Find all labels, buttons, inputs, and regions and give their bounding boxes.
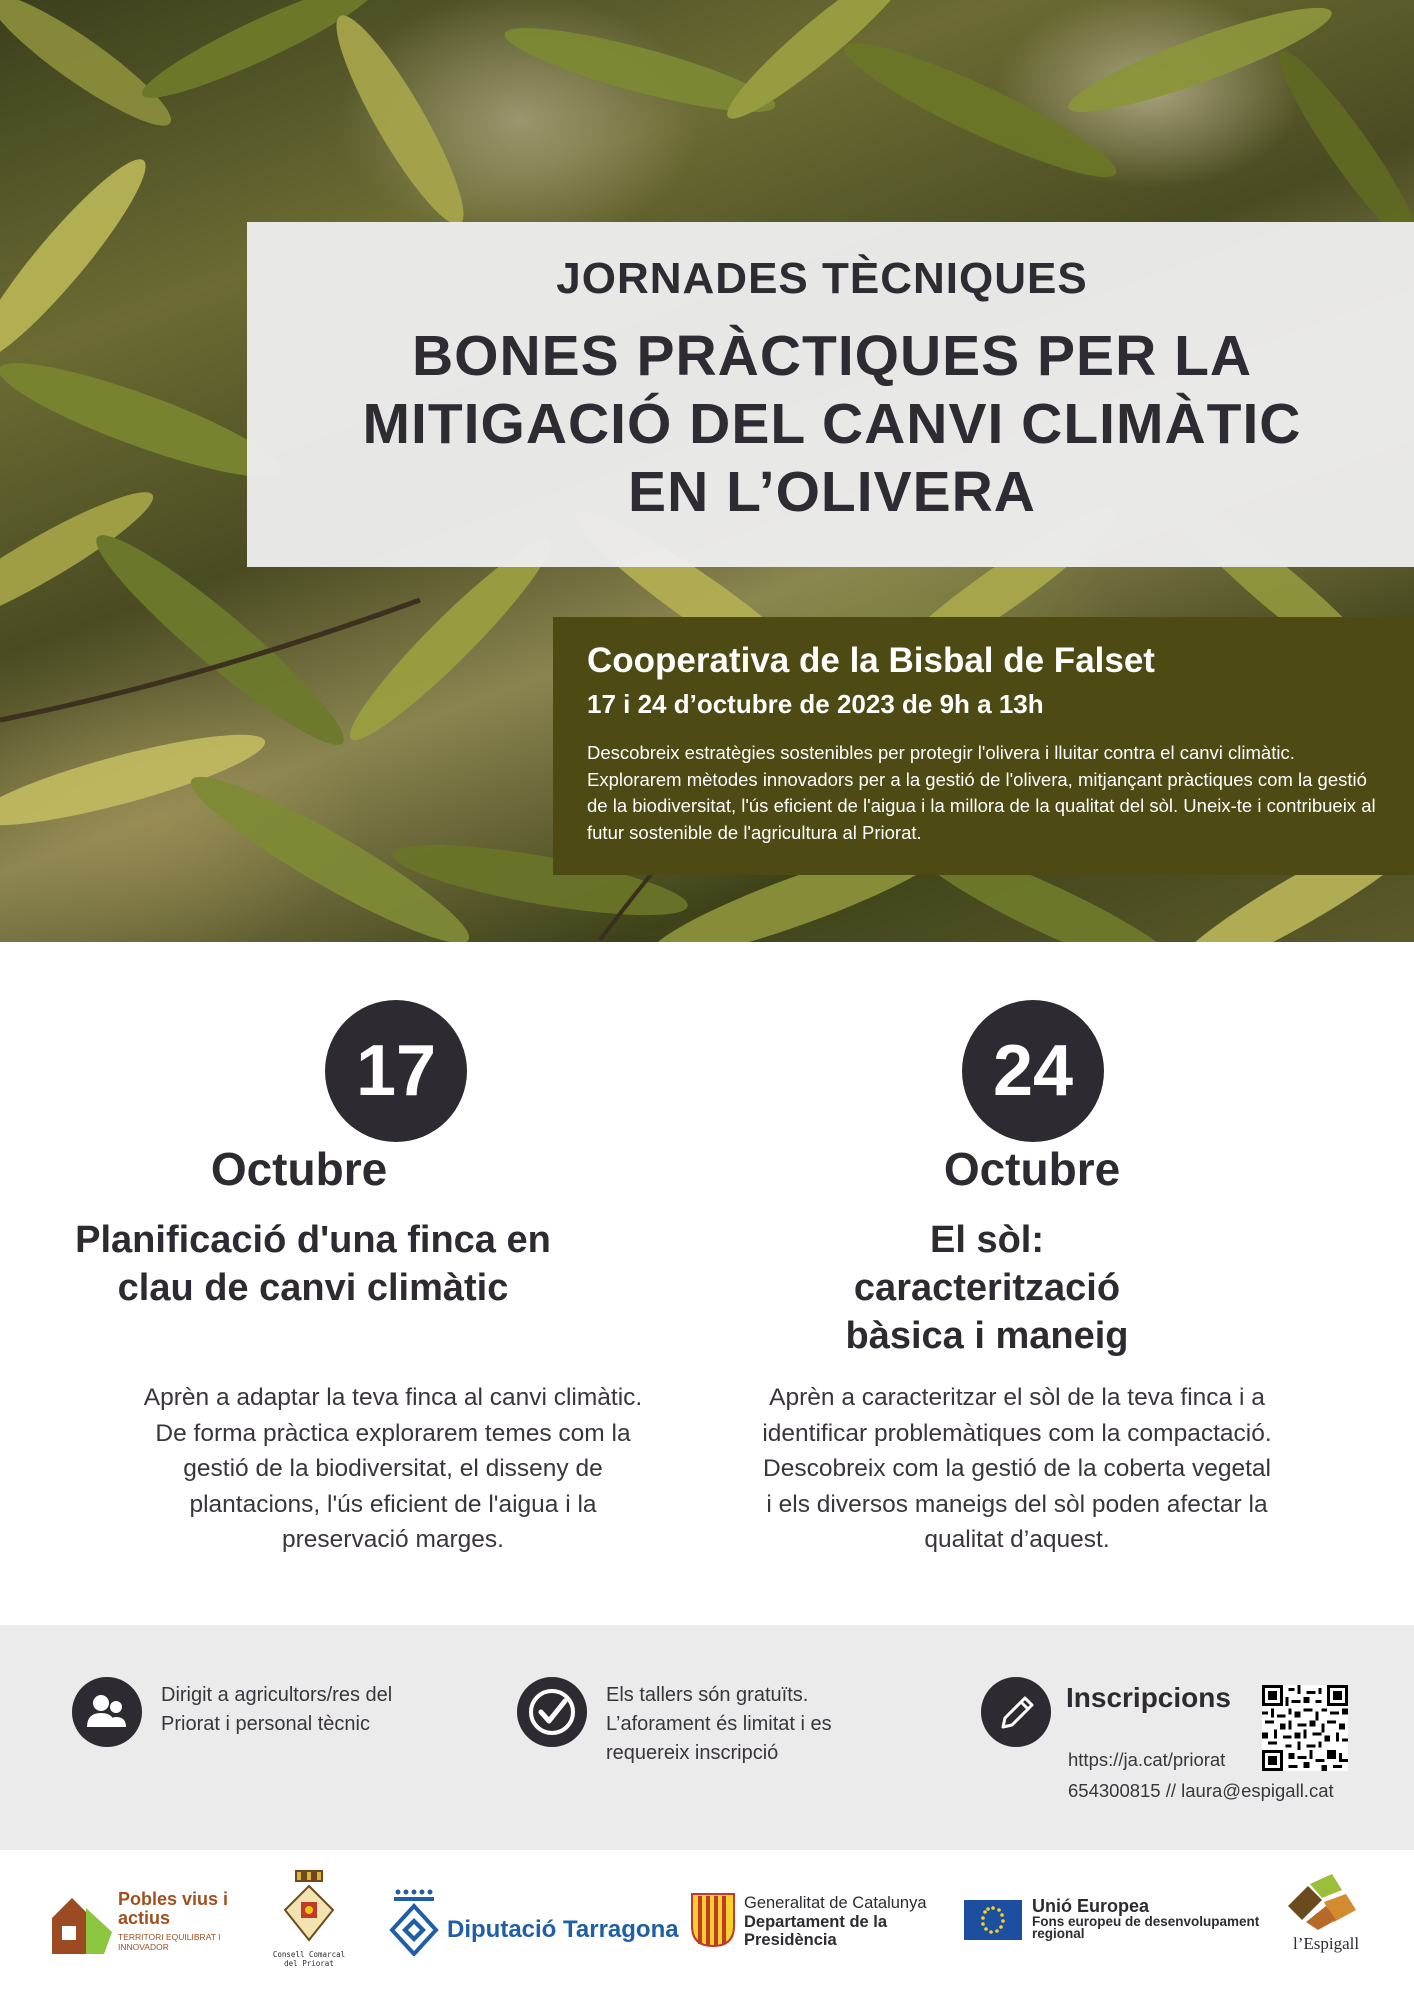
inscriptions-url[interactable]: https://ja.cat/priorat bbox=[1068, 1749, 1226, 1770]
inscriptions-title: Inscripcions bbox=[1066, 1682, 1231, 1713]
audience-text: Dirigit a agricultors/res del Priorat i personal tècnic bbox=[161, 1684, 393, 1735]
diputacio-tarragona-logo-mark bbox=[388, 1888, 442, 1956]
event-venue: Cooperativa de la Bisbal de Falset bbox=[587, 641, 1155, 680]
qr-code[interactable] bbox=[1262, 1685, 1348, 1771]
event-info-box bbox=[553, 617, 1414, 875]
session-day-badge: 17 bbox=[325, 1000, 467, 1142]
session-title: El sòl: caracterització bàsica i maneig bbox=[845, 1219, 1129, 1357]
session-description: Aprèn a caracteritzar el sòl de la teva finca i a identificar problemàtiques com la compactació. Descobreix com la gestió de la coberta vegetal i els diversos maneigs del sòl poden afectar la qualitat d’aquest. bbox=[762, 1384, 1272, 1553]
event-title: BONES PRÀCTIQUES PER LA MITIGACIÓ DEL CANVI CLIMÀTIC EN L’OLIVERA bbox=[362, 324, 1302, 524]
session-title: Planificació d'una finca en clau de canvi climàtic bbox=[75, 1219, 551, 1309]
event-supertitle: JORNADES TÈCNIQUES bbox=[556, 254, 1088, 303]
pencil-icon bbox=[981, 1677, 1051, 1747]
check-icon bbox=[517, 1677, 587, 1747]
pobles-vius-title: Pobles vius i actius bbox=[118, 1889, 229, 1928]
session-month: Octubre bbox=[210, 1143, 388, 1195]
session-day-badge: 24 bbox=[962, 1000, 1104, 1142]
sponsor-logos bbox=[0, 1850, 1414, 2000]
title-box bbox=[247, 222, 1414, 567]
generalitat-label: Generalitat de Catalunya bbox=[744, 1894, 927, 1912]
pobles-vius-subtitle: TERRITORI EQUILIBRAT I INNOVADOR bbox=[118, 1932, 221, 1952]
diputacio-tarragona-label: Diputació Tarragona bbox=[447, 1916, 679, 1943]
event-description: Descobreix estratègies sostenibles per protegir l'olivera i lluitar contra el canvi climàtic. Explorarem mètodes innovadors per a la gestió de l'olivera, mitjançant pràctiques com la gestió de la biodiversitat, l'ús eficient de l'aigua i la millora de la qualitat del sòl. Uneix-te i contribueix al futur sostenible de l'agricultura al Priorat. bbox=[587, 742, 1376, 843]
consell-comarcal-shield bbox=[283, 1868, 335, 1948]
session-description: Aprèn a adaptar la teva finca al canvi climàtic. De forma pràctica explorarem temes com la gestió de la biodiversitat, el disseny de plantacions, l'ús eficient de l'aigua i la preservació marges. bbox=[143, 1384, 643, 1553]
people-icon bbox=[72, 1677, 142, 1747]
generalitat-shield bbox=[690, 1892, 736, 1948]
eu-subtitle: Fons europeu de desenvolupament regional bbox=[1032, 1914, 1260, 1941]
free-workshop-text: Els tallers són gratuïts. L’aforament és limitat i es requereix inscripció bbox=[606, 1684, 832, 1764]
eu-title: Unió Europea bbox=[1032, 1896, 1150, 1916]
pobles-vius-logo-mark bbox=[50, 1892, 114, 1958]
eu-flag-icon bbox=[964, 1900, 1022, 1940]
hero-photo bbox=[0, 0, 1414, 942]
consell-comarcal-label: Consell Comarcal del Priorat bbox=[272, 1950, 346, 1968]
inscriptions-contact: 654300815 // laura@espigall.cat bbox=[1068, 1780, 1334, 1801]
espigall-label: l’Espigall bbox=[1293, 1934, 1360, 1953]
session-month: Octubre bbox=[943, 1143, 1121, 1195]
departament-label: Departament de la Presidència bbox=[744, 1913, 888, 1949]
espigall-logo-mark bbox=[1282, 1872, 1362, 1932]
info-strip bbox=[0, 1625, 1414, 1850]
event-dates: 17 i 24 d’octubre de 2023 de 9h a 13h bbox=[587, 689, 1044, 719]
